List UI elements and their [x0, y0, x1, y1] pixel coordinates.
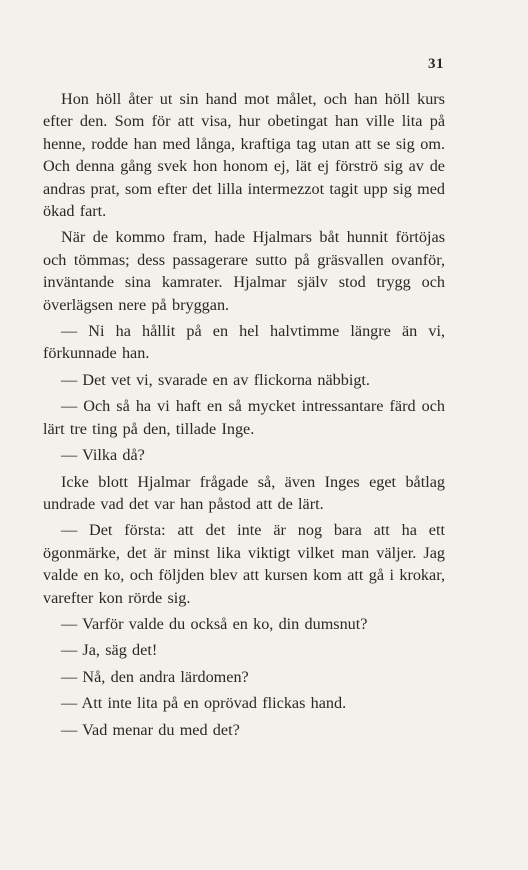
dialogue-line: — Varför valde du också en ko, din dumsnut?	[61, 614, 368, 633]
dialogue-line: — Ja, säg det!	[61, 641, 158, 660]
body-text	[43, 88, 445, 745]
dialogue-line: — Nå, den andra lärdomen?	[61, 667, 249, 686]
paragraph: Icke blott Hjalmar frågade så, även Inges eget båtlag undrade vad det var han påstod att de lärt.	[43, 472, 445, 513]
paragraph: När de kommo fram, hade Hjalmars båt hunnit förtöjas och tömmas; dess passagerare sutto på gräsvallen ovanför, inväntande sina kamrater. Hjalmar själv stod trygg och överlägsen nere på bryggan.	[43, 228, 445, 314]
dialogue-line: — Det första: att det inte är nog bara att ha ett ögonmärke, det är minst lika viktigt vilket man väljer. Jag valde en ko, och följden blev att kursen kom att gå i krokar, varefter kon rörde sig.	[43, 521, 445, 607]
page-number: 31	[428, 56, 444, 72]
dialogue-line: — Vilka då?	[61, 446, 145, 465]
dialogue-line: — Vad menar du med det?	[61, 720, 240, 739]
dialogue-line: — Ni ha hållit på en hel halvtimme längre än vi, förkunnade han.	[43, 322, 445, 363]
paragraph: Hon höll åter ut sin hand mot målet, och han höll kurs efter den. Som för att visa, hur obetingat han ville lita på henne, rodde han med långa, kraftiga tag utan att se sig om. Och denna gång svek hon honom ej, lät ej förströ sig av de andras prat, som efter det lilla intermezzot tagit upp sig med ökad fart.	[43, 90, 445, 221]
dialogue-line: — Och så ha vi haft en så mycket intressantare färd och lärt tre ting på den, tillade Inge.	[43, 397, 445, 438]
dialogue-line: — Det vet vi, svarade en av flickorna näbbigt.	[61, 370, 370, 389]
dialogue-line: — Att inte lita på en oprövad flickas hand.	[61, 694, 347, 713]
